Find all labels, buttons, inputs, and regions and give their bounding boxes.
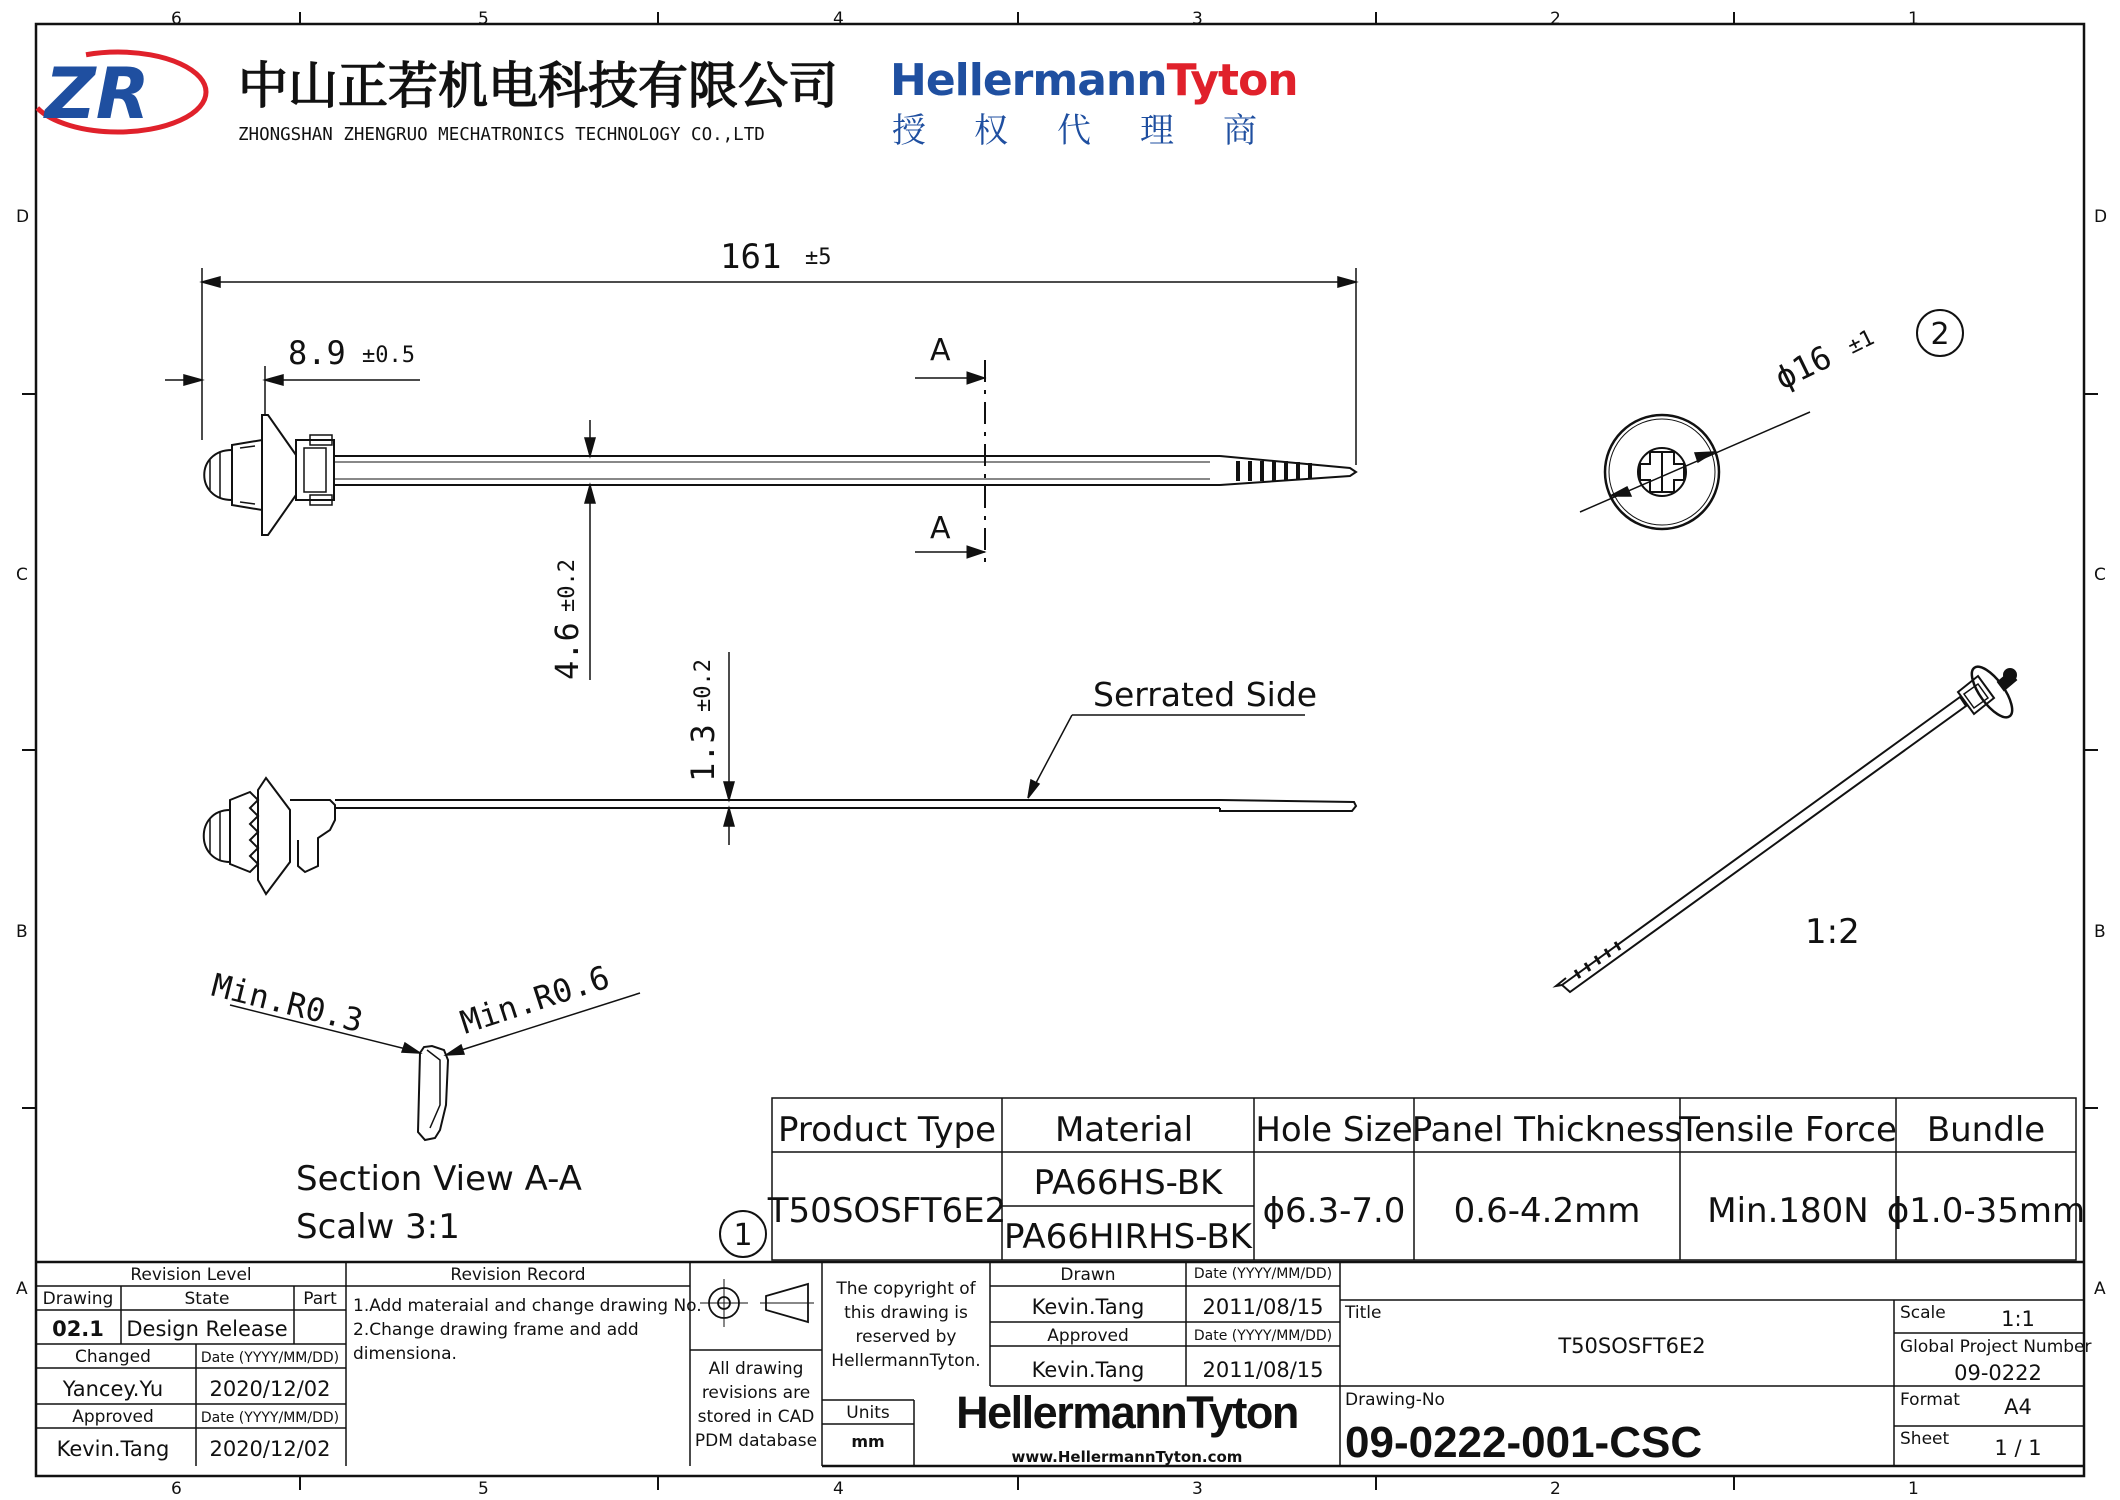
serrated-side-label: Serrated Side: [1093, 675, 1318, 714]
hellermanntyton-footer-logo: HellermannTyton: [956, 1387, 1298, 1438]
drawn-date: 2011/08/15: [1202, 1295, 1324, 1319]
approved2-date-label: Date (YYYY/MM/DD): [1193, 1328, 1333, 1344]
drawn-label: Drawn: [1060, 1265, 1116, 1285]
cad-note-line: PDM database: [694, 1431, 818, 1451]
approved2-date: 2011/08/15: [1202, 1358, 1324, 1382]
min-r03-label: Min.R0.3: [208, 965, 367, 1041]
spec-panel-thickness: 0.6-4.2mm: [1453, 1191, 1641, 1231]
spec-header-bundle: Bundle: [1926, 1110, 2046, 1150]
dimension-strap-width: [585, 420, 595, 680]
scale-label: Scale: [1900, 1303, 1946, 1323]
approved-date-label: Date (YYYY/MM/DD): [200, 1410, 340, 1426]
zone-col-top: 3: [1192, 9, 1203, 29]
sheet-label: Sheet: [1900, 1429, 1950, 1449]
dimension-head-length: [165, 366, 420, 415]
zone-row-right: C: [2094, 565, 2106, 585]
zone-col-bottom: 2: [1550, 1479, 1561, 1499]
section-view-shape: [418, 1046, 448, 1140]
format-value: A4: [2004, 1395, 2032, 1419]
spec-material-2: PA66HIRHS-BK: [1004, 1217, 1252, 1257]
spec-bundle: ϕ1.0-35mm: [1886, 1191, 2086, 1231]
revision-record-line: 2.Change drawing frame and add: [353, 1320, 639, 1340]
balloon-2-number: 2: [1930, 317, 1950, 352]
dimension-strap-width-tolerance: ±0.2: [555, 559, 580, 612]
state-label: State: [184, 1289, 230, 1309]
authorized-agent-char: 代: [1057, 111, 1091, 151]
cad-note-line: All drawing: [708, 1359, 804, 1379]
revision-record-line: dimensiona.: [353, 1344, 457, 1364]
zone-col-bottom: 5: [478, 1479, 489, 1499]
part-label: Part: [303, 1289, 337, 1309]
approved-by: Kevin.Tang: [56, 1437, 170, 1461]
spec-header-tensile-force: Tensile Force: [1679, 1110, 1897, 1150]
format-label: Format: [1900, 1390, 1960, 1410]
section-label-bottom: A: [930, 511, 951, 546]
website-text: www.HellermannTyton.com: [1011, 1448, 1243, 1466]
zone-row-right: B: [2094, 922, 2106, 942]
min-r06-label: Min.R0.6: [455, 957, 615, 1042]
spec-product-type: T50SOSFT6E2: [767, 1191, 1007, 1231]
zone-row-right: A: [2094, 1279, 2106, 1299]
copyright-note: [831, 1279, 980, 1371]
dimension-length-tolerance: ±5: [805, 245, 832, 270]
scale-value: 1:1: [2001, 1307, 2035, 1331]
changed-date: 2020/12/02: [209, 1377, 331, 1401]
balloon-1: [720, 1211, 766, 1257]
drawn-by: Kevin.Tang: [1031, 1295, 1145, 1319]
zone-row-left: D: [16, 207, 30, 227]
approved-date: 2020/12/02: [209, 1437, 331, 1461]
authorized-agent-char: 权: [974, 111, 1008, 151]
approved2-label: Approved: [1047, 1326, 1129, 1346]
gpn-label: Global Project Number: [1900, 1337, 2092, 1357]
approved-label: Approved: [72, 1407, 154, 1427]
authorized-agent-char: 商: [1223, 111, 1257, 151]
spec-table-header: [778, 1110, 2045, 1150]
drawing-number: 09-0222-001-CSC: [1345, 1418, 1703, 1467]
copyright-line: The copyright of: [836, 1279, 976, 1299]
spec-table-values: [767, 1163, 2085, 1257]
sheet-value: 1 / 1: [1994, 1436, 2042, 1460]
dimension-length-value: 161: [720, 237, 782, 277]
hellermanntyton-header-logo: [890, 55, 1298, 151]
zone-col-top: 1: [1908, 9, 1919, 29]
zone-row-left: B: [16, 922, 28, 942]
brand-part-tyton: Tyton: [1166, 55, 1298, 106]
isometric-scale-label: 1:2: [1805, 912, 1860, 952]
company-name-cn: 中山正若机电科技有限公司: [238, 57, 838, 115]
spec-hole-size: ϕ6.3-7.0: [1262, 1191, 1406, 1231]
zone-col-bottom: 1: [1908, 1479, 1919, 1499]
spec-header-material: Material: [1054, 1110, 1194, 1150]
title-value: T50SOSFT6E2: [1558, 1334, 1706, 1358]
dimension-head-length-value: 8.9: [288, 334, 346, 372]
cad-note-line: revisions are: [701, 1383, 811, 1403]
zone-row-left: A: [16, 1279, 28, 1299]
balloon-2: [1917, 310, 1963, 356]
authorized-agent-char: 理: [1140, 111, 1174, 151]
title-label: Title: [1345, 1303, 1382, 1323]
cable-tie-side-view: [204, 778, 1356, 894]
dimension-head-diameter-value: ϕ16: [1768, 337, 1838, 398]
serrated-side-leader: [1028, 715, 1305, 798]
spec-header-hole-size: Hole Size: [1255, 1110, 1413, 1150]
strap-serrations-top: [1238, 461, 1310, 481]
units-value: mm: [851, 1432, 885, 1451]
dimension-head-diameter-tolerance: ±1: [1843, 325, 1879, 360]
changed-date-label: Date (YYYY/MM/DD): [200, 1350, 340, 1366]
zr-logo: [30, 52, 206, 135]
dimension-strap-thickness-tolerance: ±0.2: [691, 659, 716, 712]
svg-text:HellermannTyton: [890, 55, 1298, 106]
section-label-top: A: [930, 333, 951, 368]
brand-part-hellermann: Hellermann: [890, 55, 1167, 106]
projection-symbol: [700, 1279, 814, 1327]
spec-material-1: PA66HS-BK: [1033, 1163, 1223, 1203]
units-label: Units: [846, 1403, 890, 1423]
cad-note: [695, 1359, 817, 1451]
copyright-line: HellermannTyton.: [831, 1351, 981, 1371]
state-value: Design Release: [126, 1317, 288, 1341]
zone-col-bottom: 4: [833, 1479, 844, 1499]
spec-tensile-force: Min.180N: [1707, 1191, 1869, 1231]
zone-col-bottom: 3: [1192, 1479, 1203, 1499]
zone-row-left: C: [16, 565, 28, 585]
section-view-scale: Scalw 3:1: [296, 1207, 460, 1247]
drawing-level-value: 02.1: [52, 1317, 104, 1341]
drawn-approved-block: [1032, 1265, 1332, 1382]
revision-record-line: 1.Add materaial and change drawing No.: [353, 1296, 702, 1316]
balloon-1-number: 1: [733, 1218, 753, 1253]
revision-record-label: Revision Record: [450, 1265, 586, 1285]
zr-logo-letters: ZR: [45, 53, 150, 135]
zone-col-top: 6: [171, 9, 182, 29]
company-name-en: ZHONGSHAN ZHENGRUO MECHATRONICS TECHNOLOGY CO.,LTD: [238, 125, 765, 145]
revision-record-block: [353, 1265, 702, 1364]
zone-col-top: 5: [478, 9, 489, 29]
changed-by: Yancey.Yu: [62, 1377, 164, 1401]
revision-level-label: Revision Level: [130, 1265, 252, 1285]
zone-row-right: D: [2094, 207, 2108, 227]
copyright-line: this drawing is: [844, 1303, 968, 1323]
head-front-view: [1605, 415, 1719, 529]
approved2-by: Kevin.Tang: [1031, 1358, 1145, 1382]
copyright-line: reserved by: [855, 1327, 957, 1347]
section-view-title: Section View A-A: [296, 1159, 582, 1199]
spec-header-panel-thickness: Panel Thickness: [1411, 1110, 1683, 1150]
dimension-head-length-tolerance: ±0.5: [362, 343, 415, 368]
drawing-label: Drawing: [42, 1289, 114, 1309]
spec-header-product-type: Product Type: [778, 1110, 996, 1150]
dimension-strap-thickness-value: 1.3: [684, 724, 722, 782]
zone-col-top: 4: [833, 9, 844, 29]
gpn-value: 09-0222: [1954, 1361, 2042, 1385]
authorized-agent-char: 授: [892, 111, 926, 151]
dimension-strap-width-value: 4.6: [548, 622, 586, 680]
isometric-view: [1556, 661, 2019, 992]
cable-tie-top-view: [204, 415, 1356, 535]
changed-label: Changed: [75, 1347, 151, 1367]
dimension-strap-thickness: [724, 652, 734, 845]
drawn-date-label: Date (YYYY/MM/DD): [1193, 1266, 1333, 1282]
cad-note-line: stored in CAD: [697, 1407, 815, 1427]
zone-col-bottom: 6: [171, 1479, 182, 1499]
zone-col-top: 2: [1550, 9, 1561, 29]
drawing-no-label: Drawing-No: [1345, 1390, 1445, 1410]
